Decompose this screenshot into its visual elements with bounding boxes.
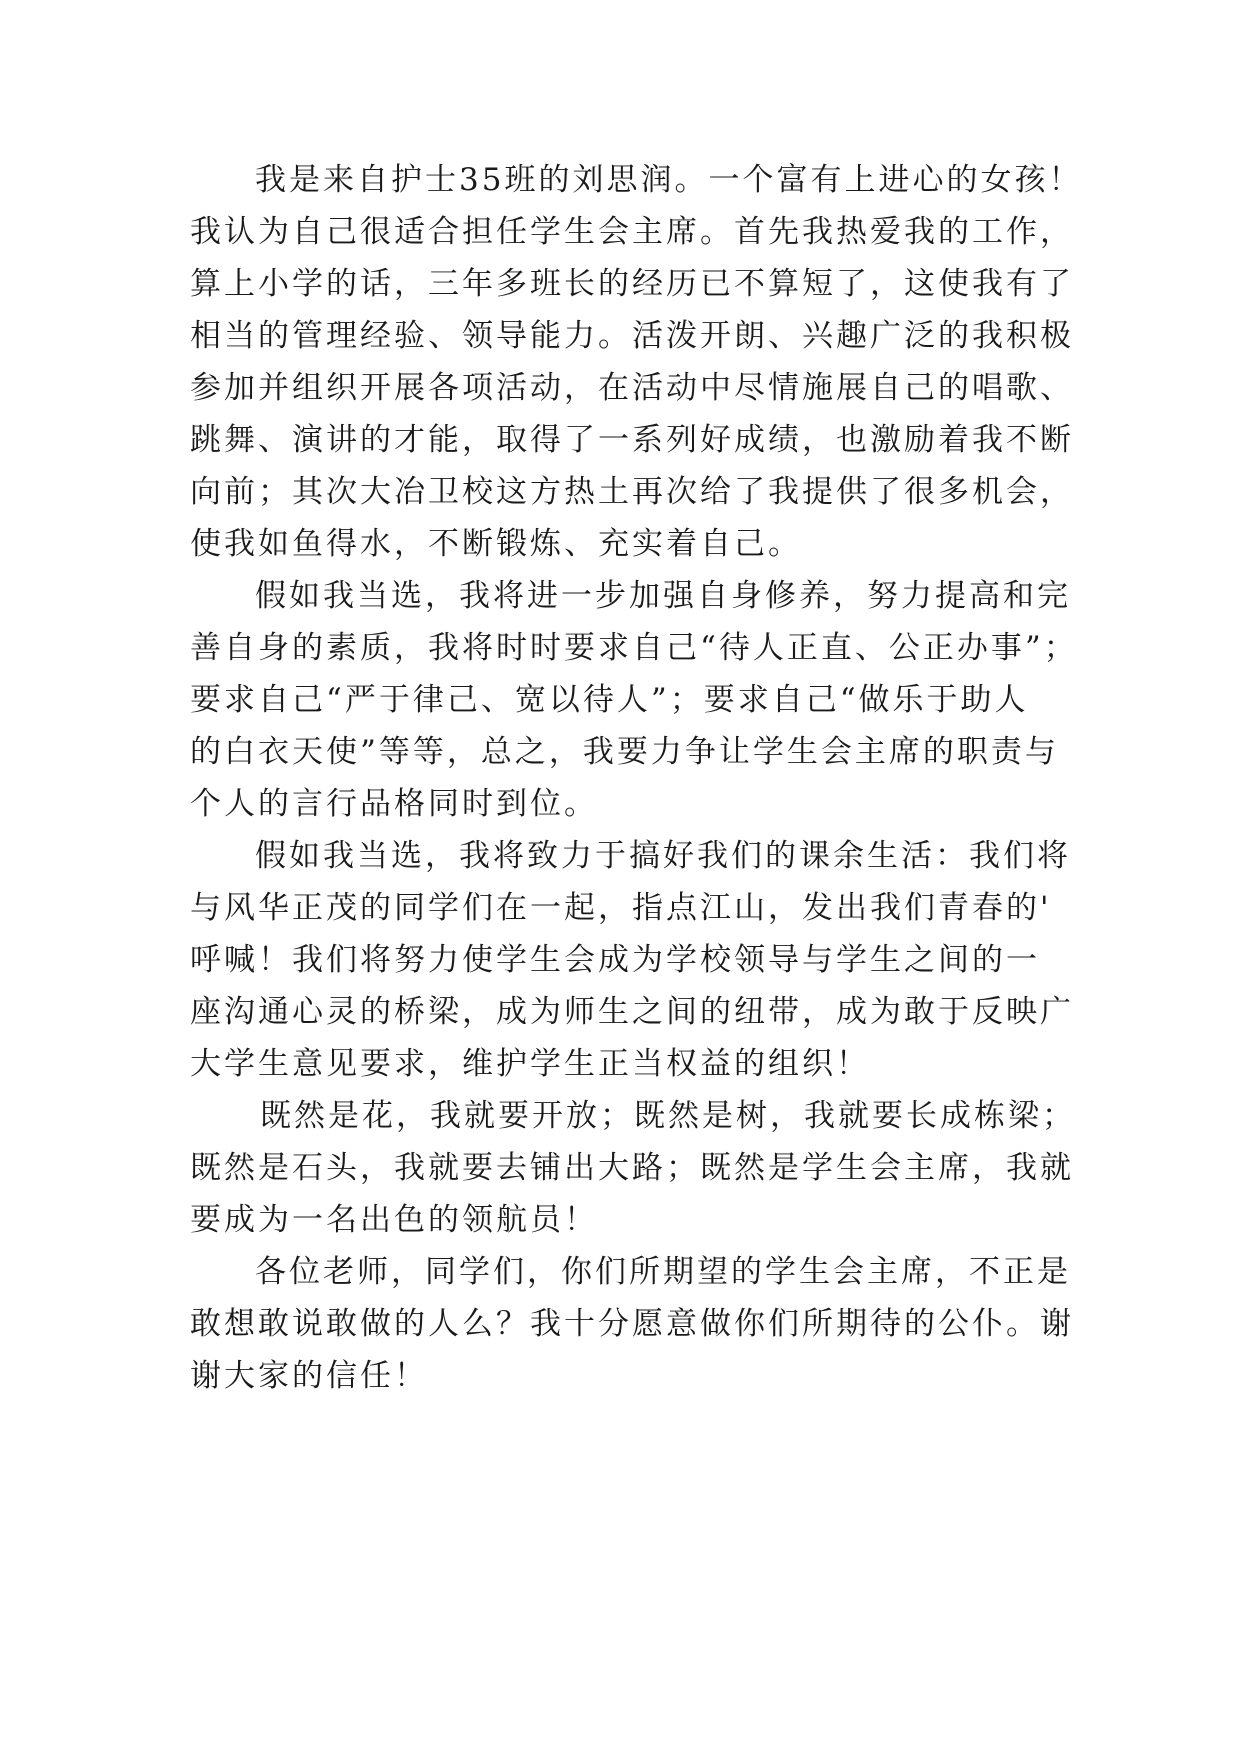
- paragraph-line: 算上小学的话，三年多班长的经历已不算短了，这使我有了: [190, 266, 1074, 302]
- paragraph-line: 要求自己“严于律己、宽以待人”；要求自己“做乐于助人: [190, 682, 1029, 718]
- paragraph-1: [190, 154, 1083, 570]
- paragraph-line: 使我如鱼得水，不断锻炼、充实着自己。: [190, 526, 802, 562]
- paragraph-line: 假如我当选，我将致力于搞好我们的课余生活：我们将: [255, 838, 1071, 874]
- paragraph-line: 谢大家的信任！: [190, 1358, 428, 1394]
- paragraph-line: 敢想敢说敢做的人么？我十分愿意做你们所期待的公仆。谢: [190, 1306, 1074, 1342]
- paragraph-line: 与风华正茂的同学们在一起，指点江山，发出我们青春的': [190, 890, 1052, 926]
- paragraph-3: [190, 830, 1074, 1090]
- paragraph-line: 向前；其次大冶卫校这方热土再次给了我提供了很多机会，: [190, 474, 1074, 510]
- paragraph-line: 我是来自护士35班的刘思润。一个富有上进心的女孩！: [255, 162, 1083, 198]
- paragraph-line: 个人的言行品格同时到位。: [190, 786, 598, 822]
- paragraph-line: 相当的管理经验、领导能力。活泼开朗、兴趣广泛的我积极: [190, 318, 1074, 354]
- paragraph-line: 跳舞、演讲的才能，取得了一系列好成绩，也激励着我不断: [190, 422, 1074, 458]
- paragraph-line: 善自身的素质，我将时时要求自己“待人正直、公正办事”；: [190, 630, 1078, 666]
- paragraph-line: 的白衣天使”等等，总之，我要力争让学生会主席的职责与: [190, 734, 1059, 770]
- paragraph-2: [190, 570, 1078, 830]
- paragraph-line: 参加并组织开展各项活动，在活动中尽情施展自己的唱歌、: [190, 370, 1074, 406]
- paragraph-line: 各位老师，同学们，你们所期望的学生会主席，不正是: [255, 1254, 1071, 1290]
- paragraph-line: 要成为一名出色的领航员！: [190, 1202, 598, 1238]
- paragraph-4: [190, 1090, 1076, 1246]
- paragraph-line: 座沟通心灵的桥梁，成为师生之间的纽带，成为敢于反映广: [190, 994, 1074, 1030]
- paragraph-line: 假如我当选，我将进一步加强自身修养，努力提高和完: [255, 578, 1071, 614]
- document-body: [190, 154, 1083, 1402]
- paragraph-line: 呼喊！我们将努力使学生会成为学校领导与学生之间的一: [190, 942, 1040, 978]
- paragraph-line: 既然是花，我就要开放；既然是树，我就要长成栋梁；: [260, 1098, 1076, 1134]
- paragraph-line: 既然是石头，我就要去铺出大路；既然是学生会主席，我就: [190, 1150, 1074, 1186]
- paragraph-5: [190, 1246, 1074, 1402]
- paragraph-line: 我认为自己很适合担任学生会主席。首先我热爱我的工作，: [190, 214, 1074, 250]
- paragraph-line: 大学生意见要求，维护学生正当权益的组织！: [190, 1046, 870, 1082]
